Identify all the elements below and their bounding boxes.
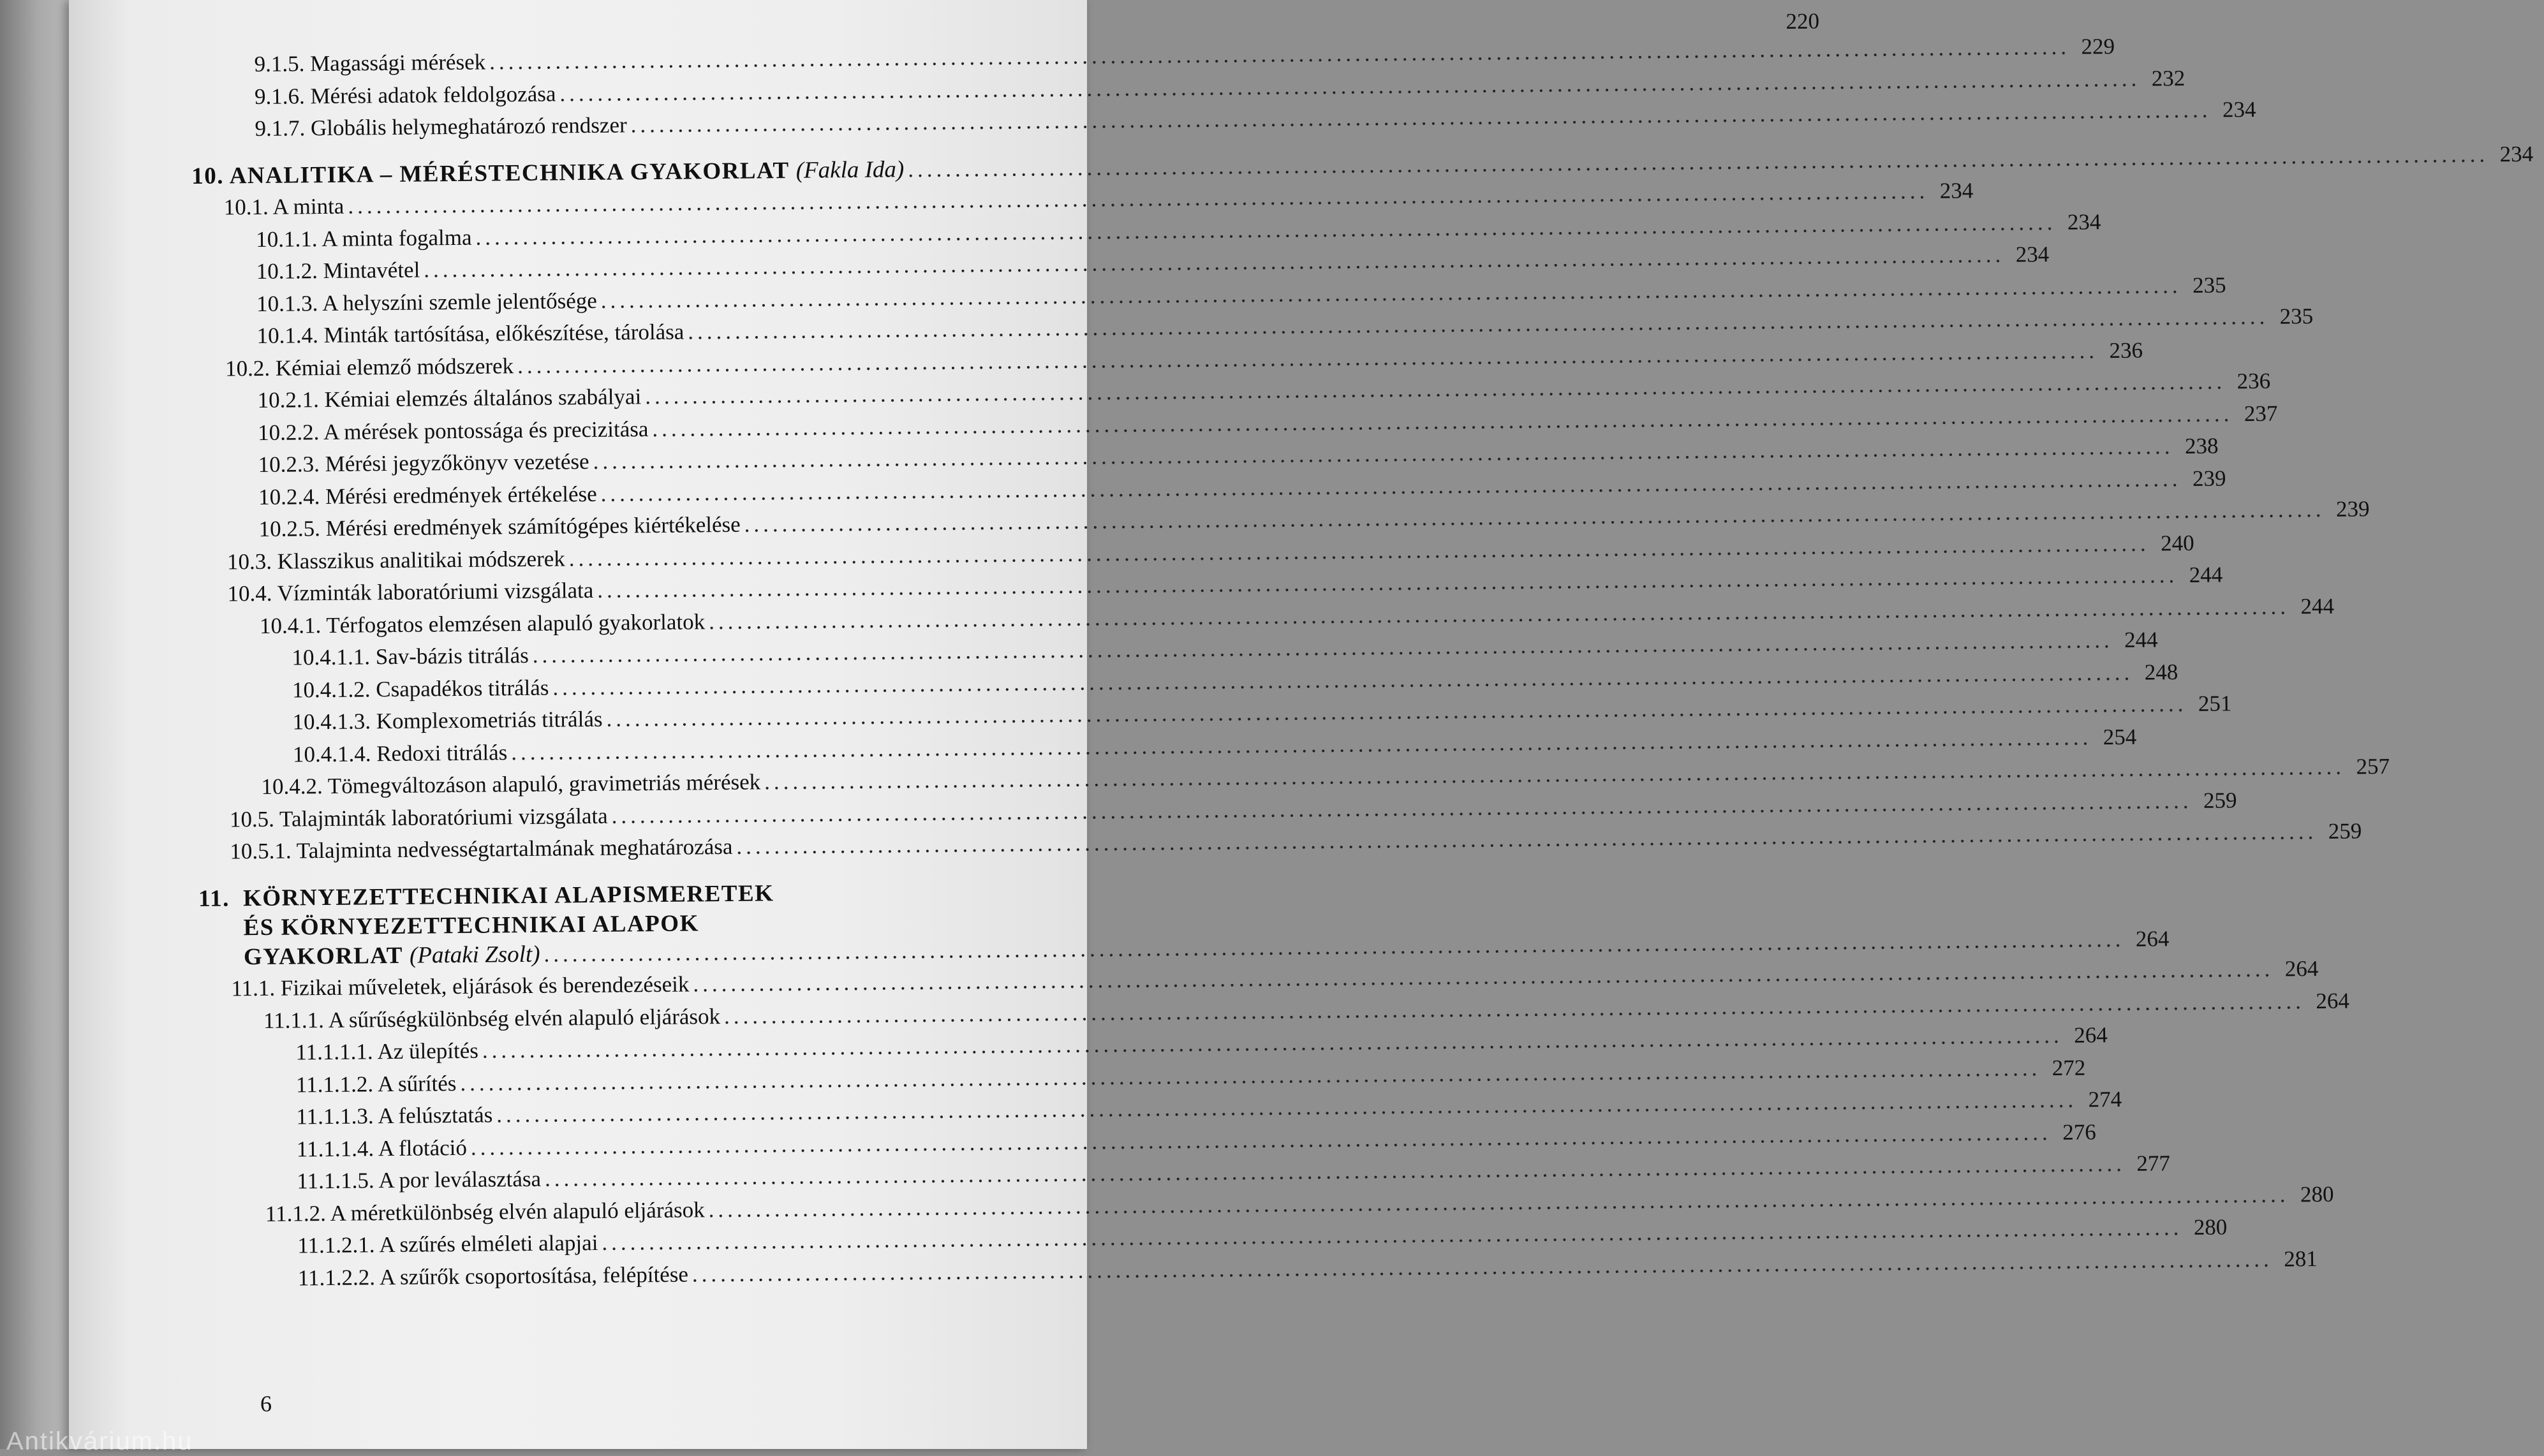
toc-title: 10.1. A minta (224, 195, 348, 219)
toc-page-number: 274 (2077, 1088, 2122, 1111)
dot-leader (908, 143, 2489, 180)
toc-page-number: 240 (2149, 531, 2194, 554)
toc-title: 9.1.5. Magassági mérések (254, 51, 489, 76)
toc-title: 11.1.1.5. A por leválasztása (297, 1168, 545, 1193)
toc-page-number: 237 (2233, 402, 2277, 425)
toc-title: 11.1.1.3. A felúsztatás (296, 1103, 496, 1128)
toc-page-number: 244 (2178, 563, 2222, 586)
book-page (69, 0, 1087, 1449)
toc-title: 10.4.1.2. Csapadékos titrálás (292, 676, 553, 701)
toc-title: 9.1.6. Mérési adatok feldolgozása (255, 82, 560, 108)
toc-page-number: 236 (2226, 370, 2270, 393)
toc-page-number: 238 (2173, 435, 2218, 458)
toc-page-number: 220 (1775, 10, 1819, 33)
toc-group-chapter-10 (192, 188, 1143, 873)
toc-title: 10.1.4. Minták tartósítása, előkészítése, tárolása (257, 321, 688, 347)
toc-page-number: 229 (2070, 35, 2115, 58)
toc-title: 11.1.1.2. A sűrítés (296, 1072, 461, 1096)
toc-title: 10.4.1.1. Sav-bázis titrálás (292, 644, 533, 669)
toc-title: 10.2.5. Mérési eredmények számítógépes kiértékelése (258, 513, 744, 540)
toc-title: 11.1.2.1. A szűrés elméleti alapjai (297, 1232, 602, 1257)
toc-title: 10.2.4. Mérési eredmények értékelése (258, 482, 601, 508)
chapter-author: (Pataki Zsolt) (410, 941, 540, 968)
toc-page-number: 264 (2063, 1024, 2108, 1047)
toc-title: 10.4. Vízminták laboratóriumi vizsgálata (227, 579, 597, 605)
toc-title: 10.1.3. A helyszíni szemle jelentősége (256, 289, 601, 314)
toc-page-number: 259 (2192, 789, 2237, 812)
toc-title: 10.2. Kémiai elemző módszerek (225, 355, 517, 379)
toc-title: 11.1.1. A sűrűségkülönbség elvén alapuló eljárások (263, 1005, 724, 1032)
toc-title: 10.1.1. A minta fogalma (256, 226, 476, 250)
chapter-author: (Fakla Ida) (796, 156, 905, 184)
toc-page-number: 280 (2289, 1182, 2333, 1205)
toc-page-number: 235 (2268, 305, 2313, 328)
toc-page-number: 272 (2041, 1056, 2085, 1079)
toc-group-before (190, 45, 1135, 151)
toc-row (202, 1258, 1146, 1300)
toc-title: 10.3. Klasszikus analitikai módszerek (227, 547, 569, 573)
toc-title: 10.5.1. Talajminta nedvességtartalmának meghatározása (230, 835, 736, 863)
toc-page-number: 264 (2305, 989, 2349, 1012)
chapter-11-title-line-1: 11. KÖRNYEZETTECHNIKAI ALAPISMERETEK (198, 878, 1143, 916)
toc-page-number: 236 (2098, 339, 2143, 362)
toc-page-number: 259 (2317, 820, 2362, 842)
toc-page-number: 244 (2113, 628, 2158, 651)
toc-page-number: 239 (2325, 497, 2369, 520)
page-number: 6 (260, 1390, 272, 1417)
table-of-contents (190, 17, 1146, 1300)
chapter-title: GYAKORLAT (Pataki Zsolt) (244, 942, 544, 969)
toc-page-number: 251 (2187, 692, 2231, 715)
toc-title: 10.4.1.3. Komplexometriás titrálás (292, 708, 606, 733)
toc-page-number: 264 (2274, 957, 2318, 980)
toc-title: 11.1. Fizikai műveletek, eljárások és berendezéseik (231, 973, 693, 1000)
toc-page-number: 234 (1928, 179, 1973, 202)
toc-title: 9.1.7. Globális helymeghatározó rendszer (255, 114, 630, 140)
toc-title: 10.5. Talajminták laboratóriumi vizsgálata (230, 804, 612, 830)
toc-title: 10.1.2. Mintavétel (256, 259, 424, 283)
toc-page-number: 248 (2133, 661, 2178, 684)
toc-page-number: 234 (2004, 243, 2049, 266)
toc-page-number: 234 (2211, 98, 2256, 121)
toc-group-chapter-11 (199, 969, 1146, 1300)
toc-page-number: 234 (2489, 142, 2533, 165)
toc-page-number: 276 (2052, 1121, 2096, 1143)
toc-title: 10.4.2. Tömegváltozáson alapuló, gravimetriás mérések (261, 770, 764, 798)
watermark: Antikvárium.hu (6, 1427, 193, 1456)
toc-title: 10.2.1. Kémiai elemzés általános szabályai (257, 385, 645, 411)
toc-page-number: 277 (2126, 1152, 2170, 1175)
toc-page-number: 280 (2182, 1216, 2227, 1239)
toc-title: 11.1.1.4. A flotáció (297, 1136, 471, 1160)
toc-page-number: 257 (2345, 755, 2390, 778)
toc-page-number: 239 (2181, 467, 2226, 490)
toc-title: 11.1.1.1. Az ülepítés (295, 1040, 482, 1064)
toc-page-number: 235 (2182, 274, 2226, 297)
chapter-title: 10. ANALITIKA – MÉRÉSTECHNIKA GYAKORLAT (Fakla Ida) (191, 158, 908, 188)
toc-title: 10.2.3. Mérési jegyzőkönyv vezetése (258, 450, 593, 476)
toc-page-number: 244 (2289, 594, 2334, 617)
toc-title: 10.4.1.4. Redoxi titrálás (293, 741, 512, 765)
toc-title: 11.1.2. A méretkülönbség elvén alapuló eljárások (265, 1198, 709, 1225)
toc-title: 10.4.1. Térfogatos elemzésen alapuló gyakorlatok (260, 610, 709, 637)
toc-page-number: 254 (2092, 725, 2136, 748)
toc-page-number: 264 (2124, 927, 2169, 950)
chapter-11-title-line-2: ÉS KÖRNYEZETTECHNIKAI ALAPOK (198, 907, 1143, 945)
toc-title: 10.2.2. A mérések pontossága és precizitása (258, 418, 653, 444)
toc-title: 11.1.2.2. A szűrők csoportosítása, felépítése (298, 1263, 692, 1289)
toc-page-number: 234 (2056, 210, 2101, 233)
toc-page-number: 281 (2273, 1247, 2318, 1270)
underlying-page-edge (0, 0, 77, 1449)
toc-page-number: 232 (2140, 66, 2185, 89)
